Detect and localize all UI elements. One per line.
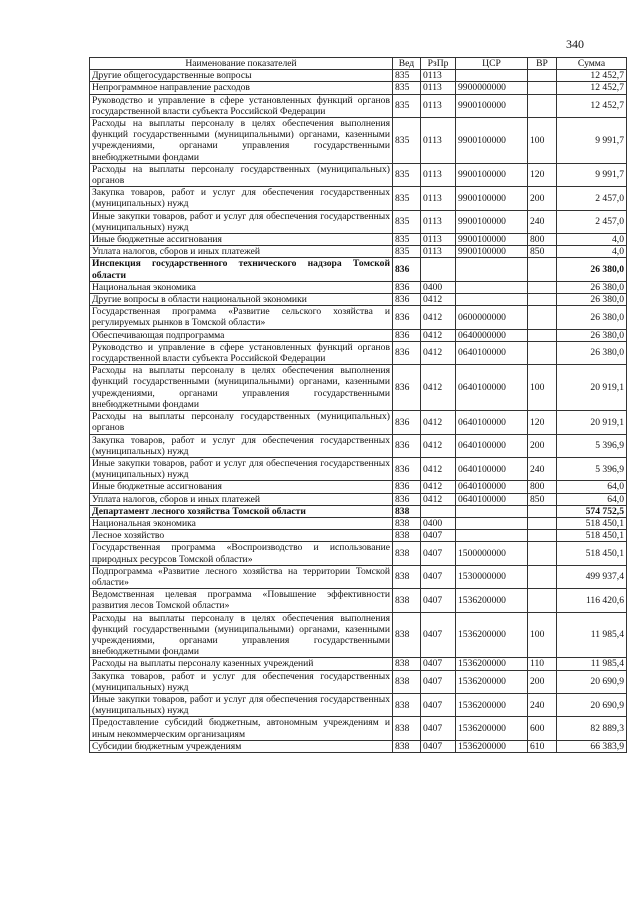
table-row <box>90 505 627 517</box>
table-row <box>90 612 627 658</box>
row-sum: 26 380,0 <box>557 329 627 341</box>
table-row <box>90 670 627 693</box>
row-name: Субсидии бюджетным учреждениям <box>90 740 393 752</box>
row-ved: 835 <box>393 94 421 117</box>
row-name: Предоставление субсидий бюджетным, автономным учреждениям и иным некоммерческим организациям <box>90 717 393 740</box>
row-csr: 1536200000 <box>456 717 528 740</box>
header-sum: Сумма <box>557 58 627 70</box>
row-name: Иные закупки товаров, работ и услуг для обеспечения государственных (муниципальных) нужд <box>90 210 393 233</box>
row-ved: 836 <box>393 281 421 293</box>
row-rzpr: 0113 <box>421 94 456 117</box>
row-vr: 120 <box>528 411 557 434</box>
row-rzpr: 0412 <box>421 365 456 411</box>
row-vr: 240 <box>528 693 557 716</box>
table-row <box>90 481 627 493</box>
row-name: Инспекция государственного технического надзора Томской области <box>90 258 393 281</box>
row-vr: 110 <box>528 658 557 670</box>
row-sum: 12 452,7 <box>557 82 627 94</box>
row-vr <box>528 542 557 565</box>
table-row <box>90 717 627 740</box>
row-csr <box>456 294 528 306</box>
row-rzpr <box>421 505 456 517</box>
row-csr <box>456 70 528 82</box>
row-rzpr: 0407 <box>421 589 456 612</box>
budget-table <box>89 57 627 753</box>
row-rzpr: 0113 <box>421 246 456 258</box>
row-csr: 9900100000 <box>456 163 528 186</box>
page-number: 340 <box>566 37 584 51</box>
row-csr: 9900100000 <box>456 94 528 117</box>
row-name: Уплата налогов, сборов и иных платежей <box>90 493 393 505</box>
table-row <box>90 210 627 233</box>
row-ved: 838 <box>393 612 421 658</box>
row-ved: 838 <box>393 505 421 517</box>
row-name: Другие вопросы в области национальной экономики <box>90 294 393 306</box>
table-row <box>90 740 627 752</box>
row-rzpr: 0407 <box>421 612 456 658</box>
row-name: Непрограммное направление расходов <box>90 82 393 94</box>
row-name: Руководство и управление в сфере установленных функций органов государственной власти субъекта Российской Федерации <box>90 341 393 364</box>
row-name: Руководство и управление в сфере установленных функций органов государственной власти субъекта Российской Федерации <box>90 94 393 117</box>
table-row <box>90 118 627 164</box>
row-vr: 240 <box>528 457 557 480</box>
row-vr: 610 <box>528 740 557 752</box>
row-csr: 9900000000 <box>456 82 528 94</box>
row-sum: 518 450,1 <box>557 530 627 542</box>
row-ved: 838 <box>393 542 421 565</box>
row-sum: 4,0 <box>557 234 627 246</box>
row-name: Государственная программа «Воспроизводство и использование природных ресурсов Томской области» <box>90 542 393 565</box>
table-row <box>90 234 627 246</box>
row-csr: 9900100000 <box>456 118 528 164</box>
row-rzpr: 0407 <box>421 542 456 565</box>
row-csr: 1530000000 <box>456 565 528 588</box>
table-row <box>90 411 627 434</box>
row-ved: 838 <box>393 740 421 752</box>
row-sum: 518 450,1 <box>557 517 627 529</box>
row-ved: 838 <box>393 565 421 588</box>
row-rzpr: 0412 <box>421 481 456 493</box>
row-vr: 600 <box>528 717 557 740</box>
row-name: Департамент лесного хозяйства Томской области <box>90 505 393 517</box>
row-csr <box>456 258 528 281</box>
table-row <box>90 565 627 588</box>
row-csr: 1500000000 <box>456 542 528 565</box>
row-ved: 836 <box>393 411 421 434</box>
row-ved: 835 <box>393 163 421 186</box>
row-ved: 835 <box>393 187 421 210</box>
row-name: Национальная экономика <box>90 517 393 529</box>
row-rzpr: 0412 <box>421 329 456 341</box>
row-csr: 9900100000 <box>456 246 528 258</box>
row-name: Лесное хозяйство <box>90 530 393 542</box>
table-row <box>90 517 627 529</box>
row-vr: 800 <box>528 481 557 493</box>
header-ved: Вед <box>393 58 421 70</box>
row-csr: 0600000000 <box>456 306 528 329</box>
row-vr: 200 <box>528 670 557 693</box>
row-sum: 82 889,3 <box>557 717 627 740</box>
row-ved: 838 <box>393 693 421 716</box>
row-ved: 836 <box>393 294 421 306</box>
row-name: Национальная экономика <box>90 281 393 293</box>
row-rzpr: 0113 <box>421 210 456 233</box>
row-sum: 11 985,4 <box>557 612 627 658</box>
row-rzpr: 0407 <box>421 565 456 588</box>
row-sum: 12 452,7 <box>557 70 627 82</box>
row-csr: 0640100000 <box>456 434 528 457</box>
row-sum: 5 396,9 <box>557 434 627 457</box>
row-csr: 9900100000 <box>456 187 528 210</box>
row-rzpr: 0412 <box>421 341 456 364</box>
row-rzpr: 0412 <box>421 457 456 480</box>
row-csr: 0640100000 <box>456 365 528 411</box>
row-name: Расходы на выплаты персоналу в целях обеспечения выполнения функций государственными (муниципальными) органами, казенными учреждениями, органами управления государственными внебюджетными фондами <box>90 612 393 658</box>
row-vr: 240 <box>528 210 557 233</box>
row-vr: 100 <box>528 365 557 411</box>
row-vr: 850 <box>528 246 557 258</box>
row-vr <box>528 306 557 329</box>
row-rzpr: 0113 <box>421 70 456 82</box>
row-rzpr: 0407 <box>421 658 456 670</box>
row-sum: 9 991,7 <box>557 118 627 164</box>
row-ved: 836 <box>393 341 421 364</box>
row-vr: 200 <box>528 434 557 457</box>
row-csr: 1536200000 <box>456 670 528 693</box>
row-vr <box>528 94 557 117</box>
row-rzpr: 0412 <box>421 294 456 306</box>
row-name: Закупка товаров, работ и услуг для обеспечения государственных (муниципальных) нужд <box>90 187 393 210</box>
row-vr <box>528 517 557 529</box>
table-row <box>90 658 627 670</box>
row-vr <box>528 82 557 94</box>
row-vr <box>528 329 557 341</box>
row-csr: 0640100000 <box>456 493 528 505</box>
row-vr <box>528 505 557 517</box>
table-row <box>90 82 627 94</box>
row-rzpr: 0400 <box>421 517 456 529</box>
row-rzpr: 0407 <box>421 717 456 740</box>
row-csr <box>456 517 528 529</box>
row-ved: 836 <box>393 434 421 457</box>
row-rzpr: 0407 <box>421 740 456 752</box>
row-name: Иные закупки товаров, работ и услуг для обеспечения государственных (муниципальных) нужд <box>90 693 393 716</box>
row-sum: 20 690,9 <box>557 693 627 716</box>
row-csr: 9900100000 <box>456 234 528 246</box>
row-sum: 26 380,0 <box>557 281 627 293</box>
row-name: Иные бюджетные ассигнования <box>90 234 393 246</box>
row-sum: 20 690,9 <box>557 670 627 693</box>
row-csr: 1536200000 <box>456 589 528 612</box>
row-name: Государственная программа «Развитие сельского хозяйства и регулируемых рынков в Томской области» <box>90 306 393 329</box>
table-header-row <box>90 58 627 70</box>
row-rzpr: 0113 <box>421 82 456 94</box>
table-row <box>90 281 627 293</box>
row-rzpr <box>421 258 456 281</box>
row-sum: 26 380,0 <box>557 306 627 329</box>
table-row <box>90 246 627 258</box>
row-name: Закупка товаров, работ и услуг для обеспечения государственных (муниципальных) нужд <box>90 670 393 693</box>
row-ved: 838 <box>393 517 421 529</box>
row-csr: 1536200000 <box>456 612 528 658</box>
row-sum: 2 457,0 <box>557 210 627 233</box>
row-rzpr: 0407 <box>421 530 456 542</box>
row-vr: 200 <box>528 187 557 210</box>
row-ved: 836 <box>393 329 421 341</box>
table-row <box>90 94 627 117</box>
row-rzpr: 0407 <box>421 693 456 716</box>
row-csr: 1536200000 <box>456 740 528 752</box>
row-csr: 0640100000 <box>456 481 528 493</box>
header-csr: ЦСР <box>456 58 528 70</box>
row-csr <box>456 505 528 517</box>
row-csr <box>456 281 528 293</box>
row-ved: 836 <box>393 481 421 493</box>
row-name: Ведомственная целевая программа «Повышение эффективности развития лесов Томской области» <box>90 589 393 612</box>
row-sum: 499 937,4 <box>557 565 627 588</box>
row-sum: 11 985,4 <box>557 658 627 670</box>
header-vr: ВР <box>528 58 557 70</box>
row-ved: 836 <box>393 457 421 480</box>
row-vr: 850 <box>528 493 557 505</box>
row-name: Другие общегосударственные вопросы <box>90 70 393 82</box>
row-sum: 116 420,6 <box>557 589 627 612</box>
row-name: Расходы на выплаты персоналу государственных (муниципальных) органов <box>90 163 393 186</box>
row-sum: 12 452,7 <box>557 94 627 117</box>
header-name: Наименование показателей <box>90 58 393 70</box>
row-csr: 1536200000 <box>456 658 528 670</box>
row-ved: 838 <box>393 670 421 693</box>
row-ved: 835 <box>393 70 421 82</box>
table-row <box>90 434 627 457</box>
row-vr: 120 <box>528 163 557 186</box>
row-csr: 0640000000 <box>456 329 528 341</box>
row-rzpr: 0113 <box>421 234 456 246</box>
row-sum: 2 457,0 <box>557 187 627 210</box>
row-rzpr: 0412 <box>421 493 456 505</box>
row-rzpr: 0113 <box>421 163 456 186</box>
table-row <box>90 693 627 716</box>
row-sum: 574 752,5 <box>557 505 627 517</box>
row-vr <box>528 341 557 364</box>
row-csr: 0640100000 <box>456 411 528 434</box>
row-ved: 836 <box>393 306 421 329</box>
table-row <box>90 258 627 281</box>
row-vr <box>528 530 557 542</box>
row-rzpr: 0407 <box>421 670 456 693</box>
row-csr: 9900100000 <box>456 210 528 233</box>
row-name: Обеспечивающая подпрограмма <box>90 329 393 341</box>
row-sum: 20 919,1 <box>557 365 627 411</box>
row-vr: 100 <box>528 612 557 658</box>
row-sum: 5 396,9 <box>557 457 627 480</box>
row-sum: 26 380,0 <box>557 341 627 364</box>
row-ved: 838 <box>393 589 421 612</box>
row-ved: 836 <box>393 365 421 411</box>
row-sum: 9 991,7 <box>557 163 627 186</box>
row-csr: 1536200000 <box>456 693 528 716</box>
table-row <box>90 163 627 186</box>
row-sum: 4,0 <box>557 246 627 258</box>
row-ved: 836 <box>393 258 421 281</box>
row-vr <box>528 565 557 588</box>
row-vr <box>528 281 557 293</box>
table-row <box>90 294 627 306</box>
row-ved: 835 <box>393 82 421 94</box>
row-name: Расходы на выплаты персоналу в целях обеспечения выполнения функций государственными (муниципальными) органами, казенными учреждениями, органами управления государственными внебюджетными фондами <box>90 118 393 164</box>
row-sum: 26 380,0 <box>557 294 627 306</box>
row-name: Расходы на выплаты персоналу государственных (муниципальных) органов <box>90 411 393 434</box>
row-ved: 835 <box>393 246 421 258</box>
row-name: Иные закупки товаров, работ и услуг для обеспечения государственных (муниципальных) нужд <box>90 457 393 480</box>
table-row <box>90 530 627 542</box>
row-ved: 838 <box>393 530 421 542</box>
table-row <box>90 365 627 411</box>
row-name: Закупка товаров, работ и услуг для обеспечения государственных (муниципальных) нужд <box>90 434 393 457</box>
row-csr: 0640100000 <box>456 341 528 364</box>
row-sum: 26 380,0 <box>557 258 627 281</box>
row-vr <box>528 70 557 82</box>
row-csr <box>456 530 528 542</box>
row-sum: 66 383,9 <box>557 740 627 752</box>
row-vr: 800 <box>528 234 557 246</box>
table-row <box>90 329 627 341</box>
row-rzpr: 0412 <box>421 306 456 329</box>
row-rzpr: 0400 <box>421 281 456 293</box>
table-row <box>90 589 627 612</box>
row-rzpr: 0412 <box>421 411 456 434</box>
row-vr <box>528 294 557 306</box>
header-rzpr: РзПр <box>421 58 456 70</box>
row-name: Расходы на выплаты персоналу казенных учреждений <box>90 658 393 670</box>
row-name: Иные бюджетные ассигнования <box>90 481 393 493</box>
row-rzpr: 0412 <box>421 434 456 457</box>
row-vr: 100 <box>528 118 557 164</box>
table-row <box>90 187 627 210</box>
row-ved: 835 <box>393 234 421 246</box>
table-row <box>90 306 627 329</box>
table-row <box>90 457 627 480</box>
row-name: Уплата налогов, сборов и иных платежей <box>90 246 393 258</box>
table-body <box>90 70 627 753</box>
row-csr: 0640100000 <box>456 457 528 480</box>
row-sum: 64,0 <box>557 493 627 505</box>
row-sum: 518 450,1 <box>557 542 627 565</box>
row-sum: 64,0 <box>557 481 627 493</box>
row-sum: 20 919,1 <box>557 411 627 434</box>
table-row <box>90 70 627 82</box>
row-rzpr: 0113 <box>421 118 456 164</box>
row-ved: 835 <box>393 210 421 233</box>
table-row <box>90 341 627 364</box>
table-row <box>90 493 627 505</box>
row-name: Расходы на выплаты персоналу в целях обеспечения выполнения функций государственными (муниципальными) органами, казенными учреждениями, органами управления государственными внебюджетными фондами <box>90 365 393 411</box>
row-ved: 835 <box>393 118 421 164</box>
row-vr <box>528 589 557 612</box>
row-name: Подпрограмма «Развитие лесного хозяйства на территории Томской области» <box>90 565 393 588</box>
row-ved: 836 <box>393 493 421 505</box>
row-ved: 838 <box>393 717 421 740</box>
row-vr <box>528 258 557 281</box>
table-row <box>90 542 627 565</box>
row-ved: 838 <box>393 658 421 670</box>
row-rzpr: 0113 <box>421 187 456 210</box>
